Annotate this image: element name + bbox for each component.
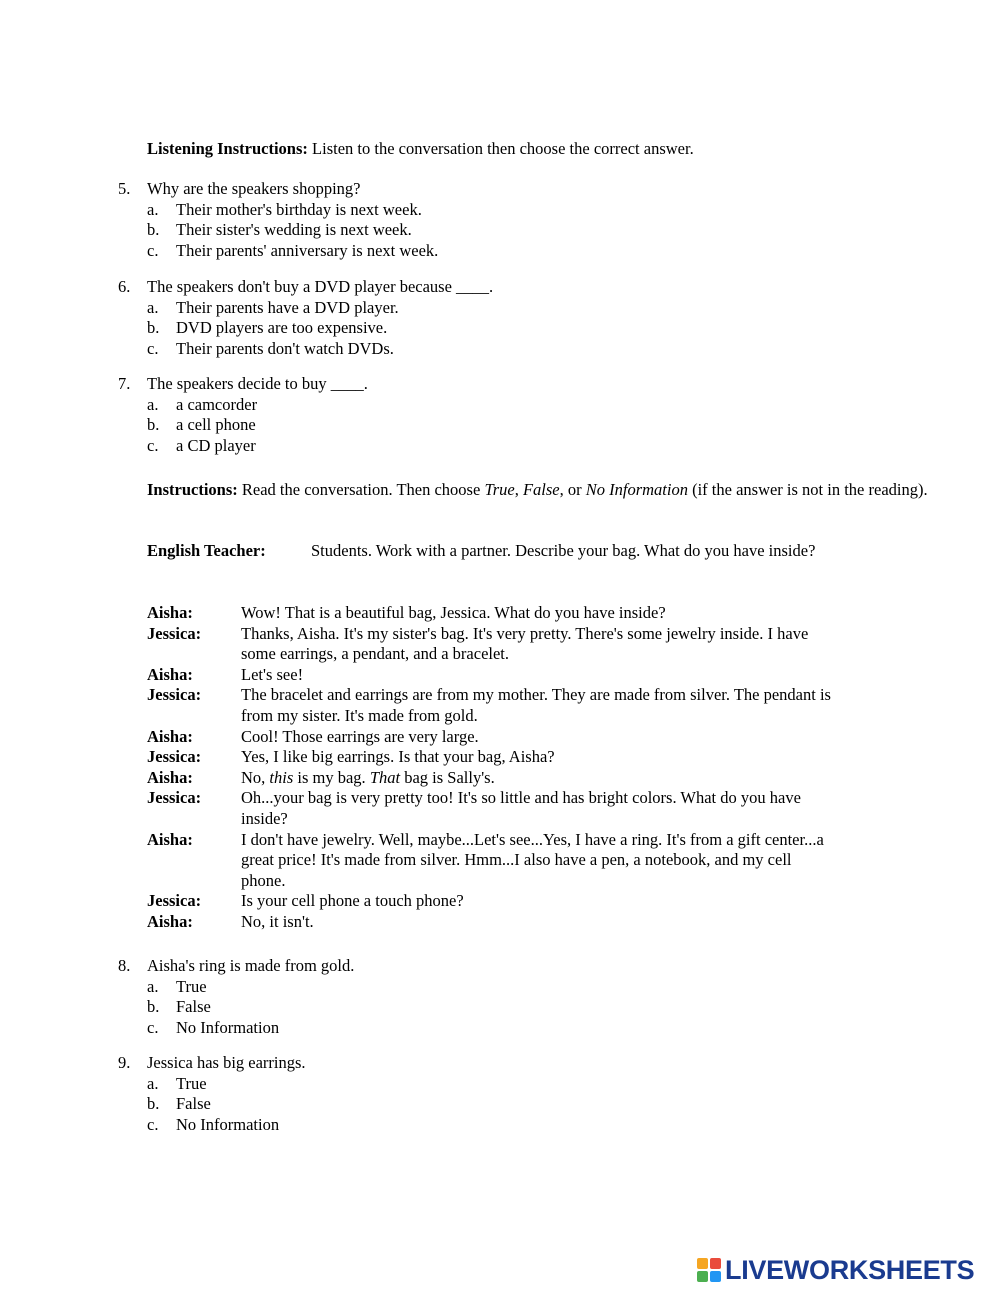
answer-option-c[interactable]: [147, 241, 938, 262]
option-text: False: [176, 997, 211, 1017]
option-text: No Information: [176, 1114, 280, 1134]
question-8: [118, 956, 938, 1038]
logo-block: [697, 1271, 708, 1282]
dialogue-line: [147, 830, 847, 892]
speaker-text: Oh...your bag is very pretty too! It's so little and has bright colors. What do you have inside?: [241, 788, 801, 828]
question-number: 6.: [118, 277, 131, 296]
logo-blocks-icon: [697, 1258, 721, 1282]
dialogue-line: [147, 891, 847, 912]
option-letter: c.: [147, 240, 159, 260]
question-number: 7.: [118, 374, 131, 393]
speaker-text: Wow! That is a beautiful bag, Jessica. What do you have inside?: [241, 603, 666, 622]
option-letter: a.: [147, 394, 159, 414]
reading-instructions-text: Read the conversation. Then choose: [237, 480, 485, 499]
speaker-text: Thanks, Aisha. It's my sister's bag. It's very pretty. There's some jewelry inside. I have some earrings, a pendant, and a bracelet.: [241, 623, 809, 664]
speaker-name: Aisha:: [147, 829, 193, 849]
speaker-name: Aisha:: [147, 911, 193, 931]
liveworksheets-logo: [697, 1256, 974, 1284]
option-text: Their parents don't watch DVDs.: [176, 338, 394, 358]
false-word: False: [522, 480, 560, 499]
speaker-text: [241, 768, 831, 789]
reading-instructions-label: Instructions:: [147, 480, 238, 499]
dialogue-line: [147, 727, 847, 748]
speaker-name: English Teacher:: [147, 541, 266, 560]
option-letter: b.: [147, 318, 160, 338]
speaker-text: No, it isn't.: [241, 911, 314, 931]
option-text: Their sister's wedding is next week.: [176, 220, 412, 240]
answer-option-a[interactable]: [147, 200, 938, 221]
option-text: True: [176, 976, 207, 996]
speaker-text: Is your cell phone a touch phone?: [241, 891, 464, 911]
question-stem: The speakers decide to buy ____.: [147, 374, 368, 393]
option-letter: b.: [147, 1094, 160, 1114]
answer-option-a[interactable]: [147, 977, 938, 998]
answer-option-b[interactable]: [147, 415, 938, 436]
dialogue-line: [147, 685, 847, 726]
option-letter: c.: [147, 1017, 159, 1037]
option-text: DVD players are too expensive.: [176, 318, 388, 338]
question-stem: Jessica has big earrings.: [147, 1053, 306, 1072]
listening-instructions: [147, 139, 937, 160]
speaker-text: Yes, I like big earrings. Is that your bag, Aisha?: [241, 747, 555, 767]
answer-option-b[interactable]: [147, 997, 938, 1018]
speaker-text: Students. Work with a partner. Describe your bag. What do you have inside?: [311, 541, 816, 560]
option-text: a cell phone: [176, 415, 256, 435]
speaker-text: The bracelet and earrings are from my mother. They are made from silver. The pendant is from my sister. It's made from gold.: [241, 685, 831, 725]
speaker-text: Let's see!: [241, 664, 304, 684]
option-text: Their mother's birthday is next week.: [176, 199, 422, 219]
speaker-name: Jessica:: [147, 788, 202, 808]
text-fragment: is my bag.: [293, 767, 370, 787]
question-stem: Aisha's ring is made from gold.: [147, 956, 355, 975]
option-letter: a.: [147, 976, 159, 996]
dialogue-line: [147, 912, 847, 933]
logo-block: [710, 1271, 721, 1282]
speaker-name: Aisha:: [147, 726, 193, 746]
option-text: False: [176, 1094, 211, 1114]
answer-option-a[interactable]: [147, 1074, 938, 1095]
question-5: [118, 179, 938, 261]
question-stem: Why are the speakers shopping?: [147, 179, 361, 198]
dialogue-line: [147, 768, 847, 789]
speaker-name: Aisha:: [147, 767, 193, 787]
answer-option-a[interactable]: [147, 395, 938, 416]
separator: , or: [559, 480, 586, 499]
speaker-text: Cool! Those earrings are very large.: [241, 726, 479, 746]
answer-option-a[interactable]: [147, 298, 938, 319]
question-number: 9.: [118, 1053, 131, 1072]
dialogue-line: [147, 747, 847, 768]
listening-instructions-text: Listen to the conversation then choose the correct answer.: [307, 139, 694, 158]
question-9: [118, 1053, 938, 1135]
text-fragment: No,: [241, 767, 270, 787]
speaker-name: Jessica:: [147, 685, 202, 705]
answer-option-c[interactable]: [147, 1018, 938, 1039]
logo-block: [710, 1258, 721, 1269]
answer-option-b[interactable]: [147, 1094, 938, 1115]
conversation: [147, 603, 847, 933]
question-stem: The speakers don't buy a DVD player because ____.: [147, 277, 494, 296]
answer-option-b[interactable]: [147, 220, 938, 241]
emphasis-this: this: [269, 767, 294, 787]
teacher-line: [147, 541, 847, 562]
option-letter: b.: [147, 415, 160, 435]
option-text: a camcorder: [176, 394, 258, 414]
option-letter: c.: [147, 435, 159, 455]
option-text: a CD player: [176, 435, 256, 455]
option-letter: a.: [147, 1073, 159, 1093]
option-letter: b.: [147, 997, 160, 1017]
dialogue-line: [147, 603, 847, 624]
option-letter: c.: [147, 1114, 159, 1134]
question-6: [118, 277, 938, 359]
speaker-name: Jessica:: [147, 747, 202, 767]
reading-instructions-text-end: (if the answer is not in the reading).: [687, 480, 928, 499]
listening-instructions-label: Listening Instructions:: [147, 139, 308, 158]
option-text: Their parents' anniversary is next week.: [176, 240, 439, 260]
separator: ,: [514, 480, 523, 499]
answer-option-c[interactable]: [147, 339, 938, 360]
speaker-name: Jessica:: [147, 891, 202, 911]
no-information-word: No Information: [585, 480, 688, 499]
dialogue-line: [147, 665, 847, 686]
question-7: [118, 374, 938, 456]
answer-option-b[interactable]: [147, 318, 938, 339]
question-number: 5.: [118, 179, 131, 198]
speaker-name: Aisha:: [147, 603, 193, 622]
emphasis-that: That: [369, 767, 401, 787]
speaker-name: Jessica:: [147, 623, 202, 643]
question-number: 8.: [118, 956, 131, 975]
dialogue-line: [147, 624, 847, 665]
true-word: True: [484, 480, 515, 499]
logo-block: [697, 1258, 708, 1269]
logo-text: LIVEWORKSHEETS: [725, 1254, 975, 1285]
option-letter: c.: [147, 338, 159, 358]
option-text: No Information: [176, 1017, 280, 1037]
dialogue-line: [147, 788, 847, 829]
option-letter: a.: [147, 297, 159, 317]
speaker-text: I don't have jewelry. Well, maybe...Let's see...Yes, I have a ring. It's from a gift center...a great price! It's made from silver. Hmm...I also have a pen, a notebook, and my cell phone.: [241, 829, 824, 890]
option-letter: a.: [147, 199, 159, 219]
answer-option-c[interactable]: [147, 436, 938, 457]
text-fragment: bag is Sally's.: [400, 767, 495, 787]
answer-option-c[interactable]: [147, 1115, 938, 1136]
option-letter: b.: [147, 220, 160, 240]
option-text: True: [176, 1073, 207, 1093]
reading-instructions: [147, 480, 937, 501]
speaker-name: Aisha:: [147, 664, 193, 684]
option-text: Their parents have a DVD player.: [176, 297, 399, 317]
